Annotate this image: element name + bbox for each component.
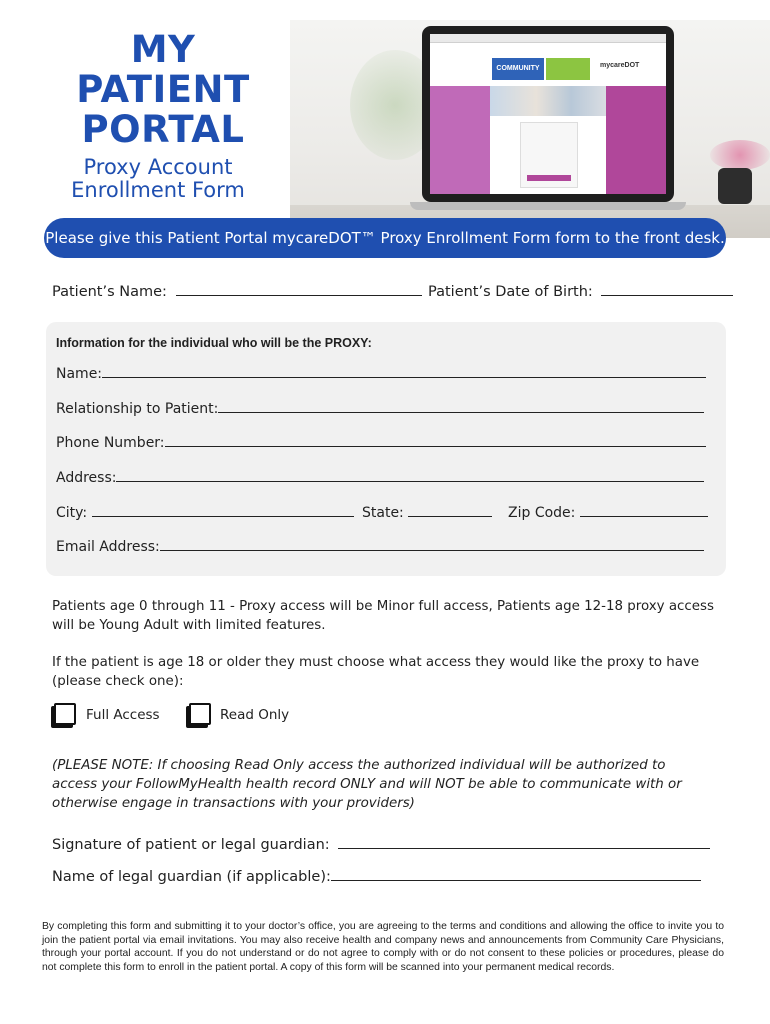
screen-left-panel <box>430 86 490 194</box>
city-field[interactable] <box>92 515 354 517</box>
email-row <box>56 539 704 555</box>
patient-dob-row <box>428 284 733 300</box>
guardian-field[interactable] <box>331 879 701 881</box>
front-desk-banner: Please give this Patient Portal mycareDOT™ Proxy Enrollment Form form to the front desk. <box>44 218 726 258</box>
full-access-label: Full Access <box>86 707 160 723</box>
laptop-screen <box>430 34 666 194</box>
zip-field[interactable] <box>580 515 708 517</box>
state-row <box>362 505 492 521</box>
phone-row <box>56 435 706 451</box>
patient-name-field[interactable] <box>176 294 422 296</box>
patient-name-row <box>52 284 422 300</box>
age-access-note: Patients age 0 through 11 - Proxy access will be Minor full access, Patients age 12-18 proxy access will be Young Adult with limited features. <box>52 599 714 633</box>
email-field[interactable] <box>160 549 704 551</box>
proxy-name-row <box>56 366 706 382</box>
title-line-portal: PORTAL <box>81 108 245 151</box>
browser-bar <box>430 34 666 43</box>
proxy-name-label: Name: <box>56 366 103 382</box>
hero-image <box>290 20 770 238</box>
signature-field[interactable] <box>338 847 710 849</box>
proxy-info-box <box>46 322 726 576</box>
flower-decoration <box>710 140 770 170</box>
patient-name-label: Patient’s Name: <box>52 284 167 300</box>
full-access-checkbox[interactable] <box>54 703 76 725</box>
screen-login-button <box>527 175 571 181</box>
title-line-my: MY <box>130 28 196 71</box>
screen-photos <box>490 86 606 116</box>
phone-field[interactable] <box>165 445 706 447</box>
relationship-field[interactable] <box>218 411 704 413</box>
patient-dob-label: Patient’s Date of Birth: <box>428 284 593 300</box>
cup-decoration <box>718 168 752 204</box>
zip-row <box>508 505 708 521</box>
city-label: City: <box>56 505 88 521</box>
read-only-note: (PLEASE NOTE: If choosing Read Only access the authorized individual will be authorized to access your FollowMyHealth health record ONLY and will NOT be able to communicate with or otherwise engage in transactions with your providers) <box>52 758 682 811</box>
state-label: State: <box>362 505 404 521</box>
patient-dob-field[interactable] <box>601 294 733 296</box>
proxy-info-title: Information for the individual who will be the PROXY: <box>56 336 372 350</box>
read-only-label: Read Only <box>220 707 290 723</box>
address-row <box>56 470 704 486</box>
guardian-row <box>52 869 701 885</box>
screen-right-panel <box>606 86 666 194</box>
zip-label: Zip Code: <box>508 505 576 521</box>
legal-footer: By completing this form and submitting it to your doctor’s office, you are agreeing to the terms and conditions and allowing the office to invite you to join the patient portal via email invitations. You may also receive health and company news and announcements from Community Care Physicians, through your portal account. If you do not understand or do not agree to comply with or do not consent to these policies or procedures, please do not complete this form to enroll in the patient portal. A copy of this form will be scanned into your permanent medical records. <box>42 921 724 973</box>
read-only-checkbox[interactable] <box>189 703 211 725</box>
signature-label: Signature of patient or legal guardian: <box>52 837 330 853</box>
community-care-logo: COMMUNITY <box>492 58 544 80</box>
address-field[interactable] <box>116 480 704 482</box>
signature-row <box>52 837 710 853</box>
city-row <box>56 505 354 521</box>
relationship-row <box>56 401 704 417</box>
screen-login-card <box>520 122 578 188</box>
phone-label: Phone Number: <box>56 435 165 451</box>
relationship-label: Relationship to Patient: <box>56 401 219 417</box>
state-field[interactable] <box>408 515 492 517</box>
laptop-illustration <box>422 26 674 202</box>
proxy-name-field[interactable] <box>102 376 706 378</box>
screen-green-block <box>546 58 590 80</box>
subtitle-line-2: Enrollment Form <box>71 178 245 202</box>
page-subtitle <box>58 156 258 202</box>
adult-access-note: If the patient is age 18 or older they must choose what access they would like the proxy to have (please check one): <box>52 655 700 689</box>
mycaredot-logo: mycareDOT <box>600 62 640 69</box>
email-label: Email Address: <box>56 539 160 555</box>
subtitle-line-1: Proxy Account <box>83 155 233 179</box>
page-title <box>68 30 258 150</box>
guardian-label: Name of legal guardian (if applicable): <box>52 869 331 885</box>
laptop-base <box>410 202 686 210</box>
address-label: Address: <box>56 470 117 486</box>
title-line-patient: PATIENT <box>76 68 250 111</box>
